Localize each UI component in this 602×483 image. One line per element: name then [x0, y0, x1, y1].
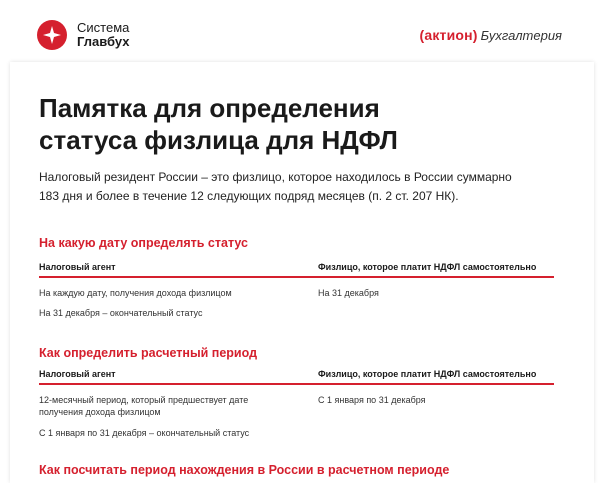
logo-line2: Главбух [77, 34, 130, 49]
page-title [39, 92, 559, 156]
star-logo-icon [37, 20, 67, 50]
cell-agent-1-line1: 12-месячный период, который предшествует дате [39, 395, 249, 405]
col-head-self: Физлицо, которое платит НДФЛ самостоятельно [318, 262, 537, 272]
col-head-self: Физлицо, которое платит НДФЛ самостоятельно [318, 369, 537, 379]
title-line1: Памятка для определения [39, 93, 380, 123]
cell-agent-1: На каждую дату, получения дохода физлицом [39, 288, 232, 298]
section-divider [39, 383, 554, 385]
col-head-agent: Налоговый агент [39, 262, 116, 272]
logo-line1: Система [77, 20, 130, 35]
section-title-stay-period: Как посчитать период нахождения в России в расчетном периоде [39, 463, 450, 477]
sistema-glavbukh-logo[interactable] [37, 20, 130, 50]
cell-agent-2: На 31 декабря – окончательный статус [39, 308, 203, 318]
intro-line2: 183 дня и более в течение 12 следующих подряд месяцев (п. 2 ст. 207 НК). [39, 189, 459, 203]
cell-self-1: На 31 декабря [318, 288, 379, 298]
title-line2: статуса физлица для НДФЛ [39, 125, 398, 155]
cell-self-1: С 1 января по 31 декабря [318, 395, 426, 405]
logo-text [77, 21, 130, 49]
page-header [0, 0, 602, 60]
aktion-logo[interactable] [419, 27, 562, 43]
cell-agent-1 [39, 394, 248, 418]
intro-paragraph [39, 168, 559, 206]
section-divider [39, 276, 554, 278]
intro-line1: Налоговый резидент России – это физлицо, которое находилось в России суммарно [39, 170, 512, 184]
aktion-brand: (актион) [419, 27, 478, 43]
cell-agent-2: С 1 января по 31 декабря – окончательный статус [39, 428, 250, 438]
section-title-period: Как определить расчетный период [39, 346, 258, 360]
cell-agent-1-line2: получения дохода физлицом [39, 407, 161, 417]
aktion-product: Бухгалтерия [480, 28, 562, 43]
col-head-agent: Налоговый агент [39, 369, 116, 379]
section-title-status-date: На какую дату определять статус [39, 236, 248, 250]
